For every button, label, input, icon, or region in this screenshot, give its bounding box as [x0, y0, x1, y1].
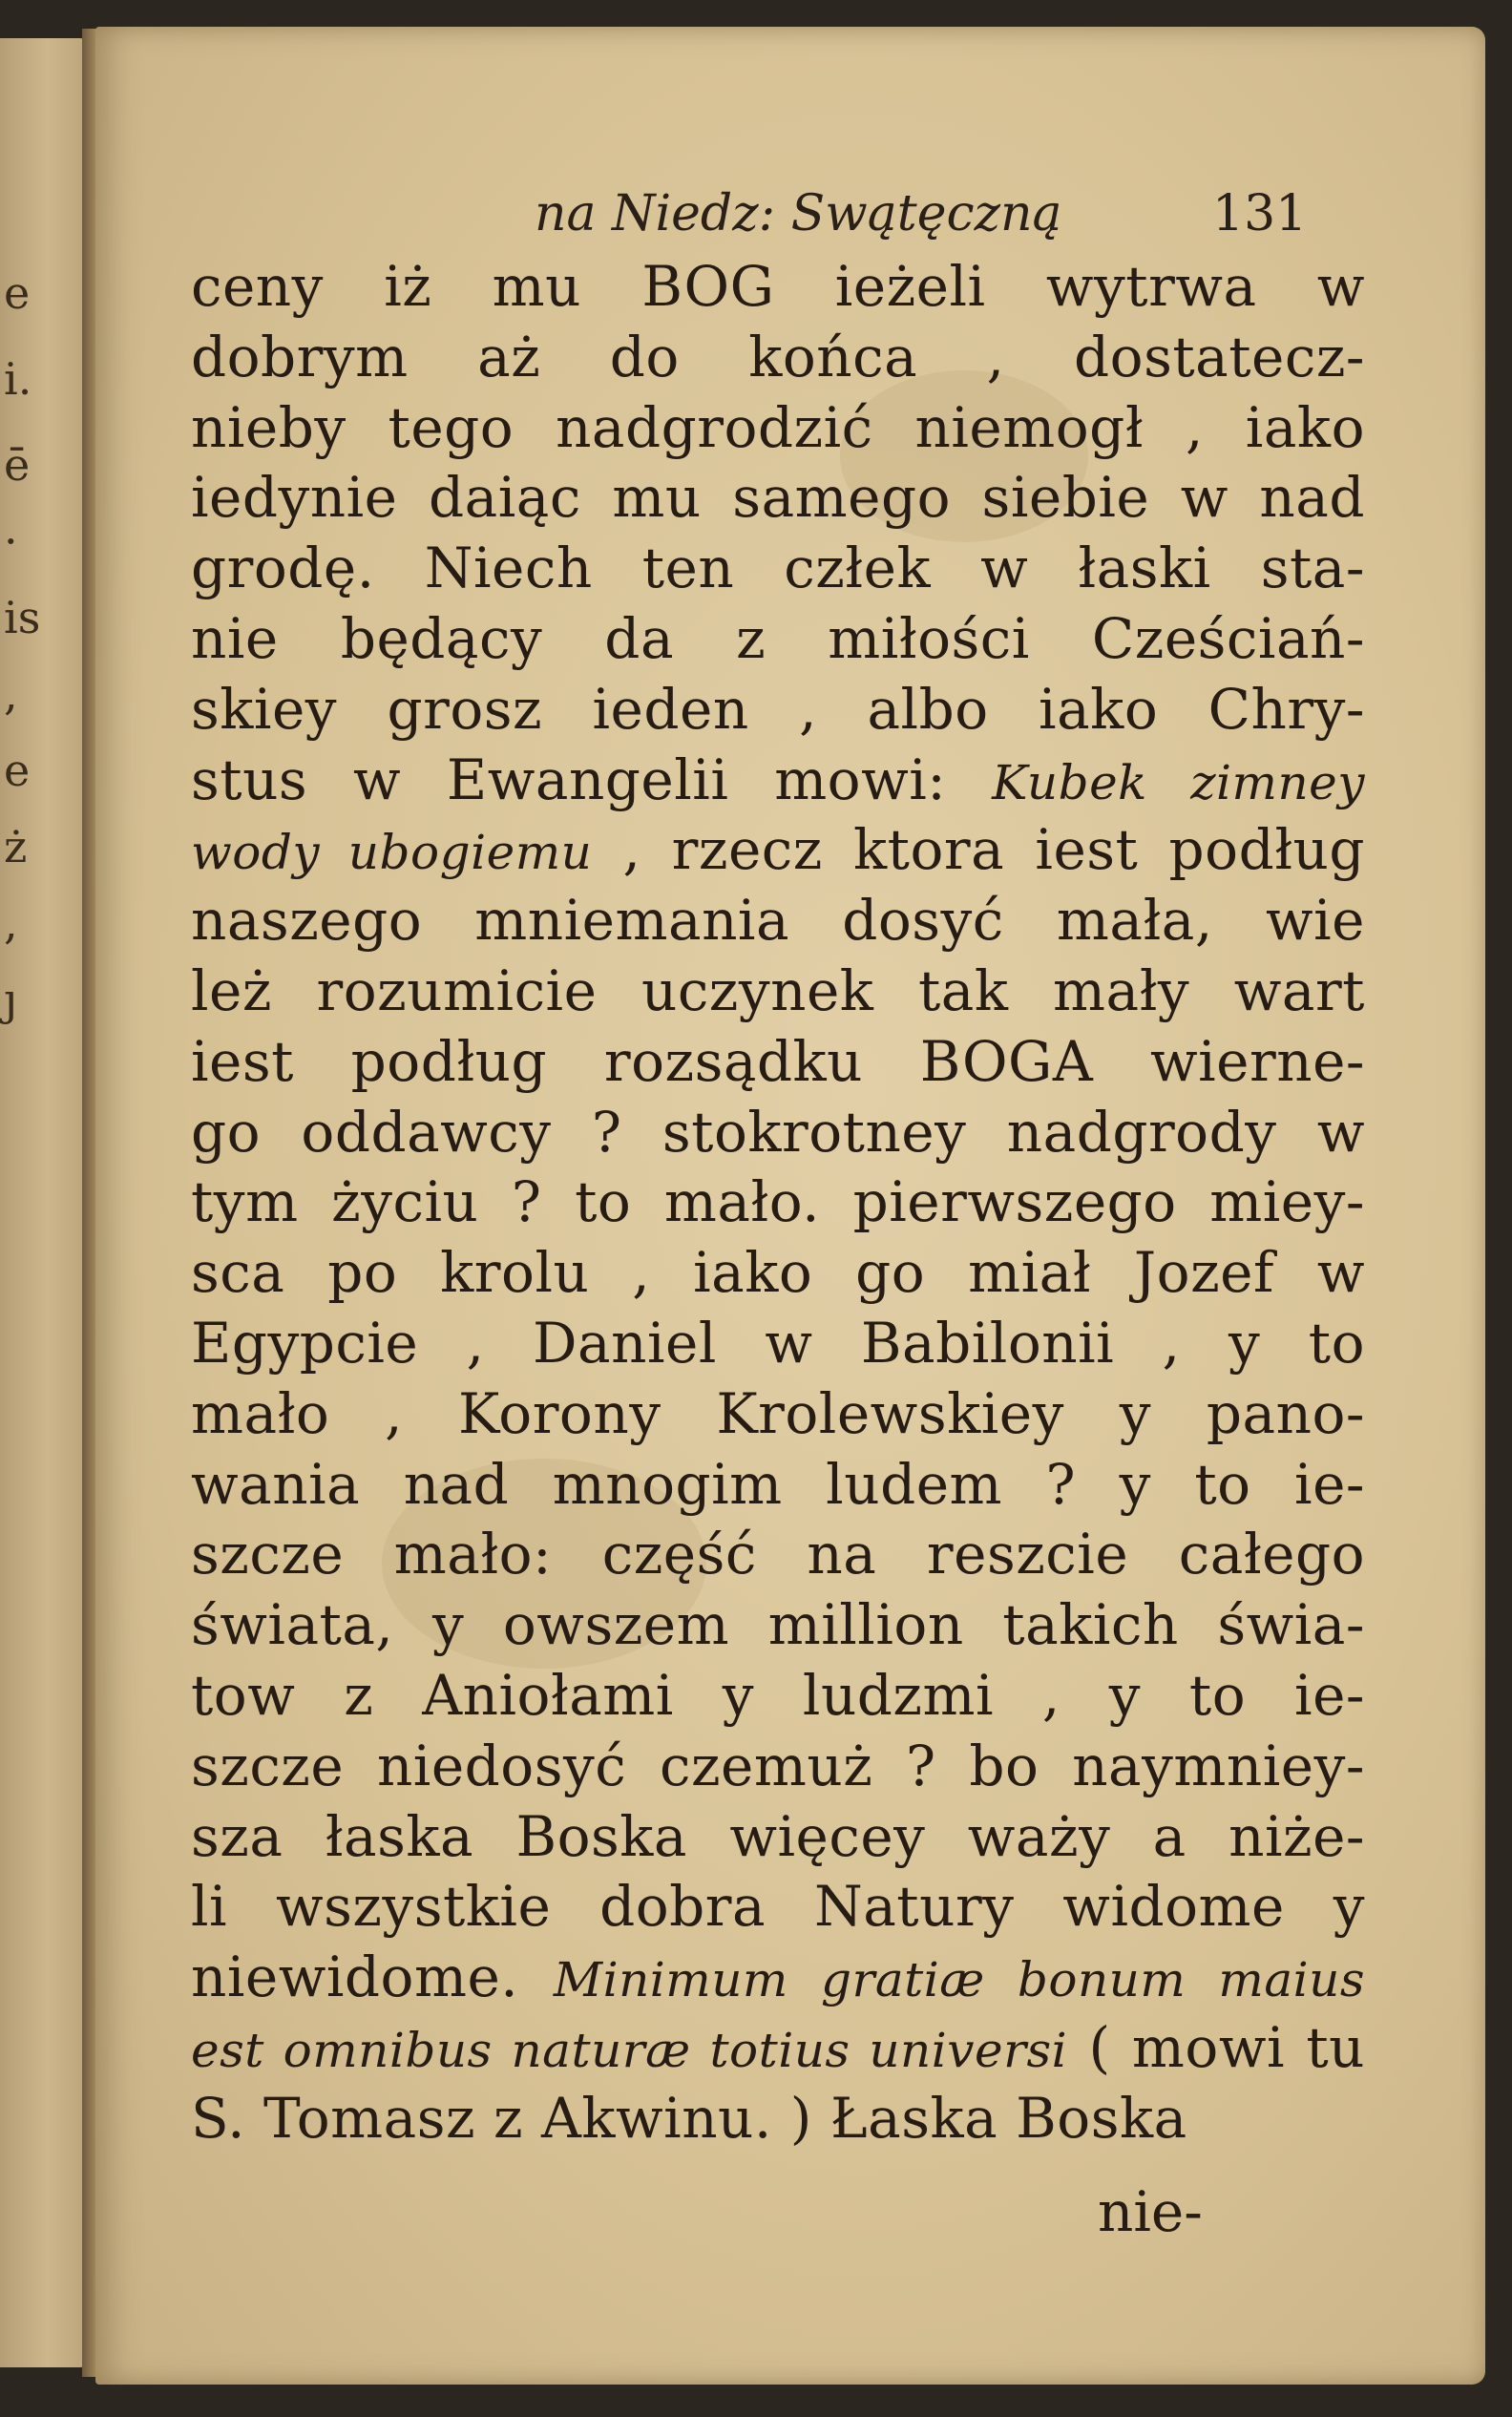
left-page-fragment: is	[4, 592, 41, 643]
text-line	[191, 252, 1365, 323]
text-segment: leż rozumicie uczynek tak mały wart	[191, 957, 1365, 1023]
text-line	[191, 1802, 1365, 1873]
page-number: 131	[1212, 185, 1308, 242]
text-segment: S. Tomasz z Akwinu. ) Łaska Boska	[191, 2085, 1187, 2151]
text-segment: li wszystkie dobra Natury widome y	[191, 1874, 1365, 1940]
text-segment: sza łaska Boska więcey waży a niże-	[191, 1803, 1365, 1869]
running-title: na Niedz: Swątęczną	[535, 185, 1062, 242]
text-segment: nie będący da z miłości Cześciań-	[191, 605, 1365, 671]
text-segment: sca po krolu , iako go miał Jozef w	[191, 1240, 1365, 1306]
text-line	[191, 1098, 1365, 1168]
left-page-edge	[0, 38, 86, 2367]
text-segment: szcze mało: część na reszcie całego	[191, 1522, 1365, 1587]
text-line	[191, 886, 1365, 956]
text-segment: stus w Ewangelii mowi:	[191, 746, 993, 812]
text-line	[191, 604, 1365, 675]
left-page-fragment: i.	[4, 353, 32, 405]
left-page-fragment: e	[4, 745, 31, 796]
text-segment: grodę. Niech ten człek w łaski sta-	[191, 536, 1365, 601]
italic-text: wody ubogiemu	[191, 825, 593, 881]
text-line	[191, 534, 1365, 604]
book-page	[95, 27, 1485, 2385]
text-segment: szcze niedosyć czemuż ? bo naymniey-	[191, 1733, 1365, 1798]
text-segment: dobrym aż do końca , dostatecz-	[191, 324, 1365, 389]
text-line	[191, 1872, 1365, 1943]
text-segment: iest podług rozsądku BOGA wierne-	[191, 1028, 1365, 1094]
text-line	[191, 1943, 1365, 2013]
text-line	[191, 1590, 1365, 1661]
text-segment: nieby tego nadgrodzić niemogł , iako	[191, 394, 1365, 460]
catchword: nie-	[1098, 2179, 1203, 2244]
italic-text: Minimum gratiæ bonum maius	[553, 1952, 1365, 2008]
body-text	[191, 252, 1365, 2154]
left-page-fragment: ·	[4, 515, 18, 567]
text-line	[191, 956, 1365, 1027]
left-page-fragment: ȷ	[4, 974, 18, 1025]
text-segment: skiey grosz ieden , albo iako Chry-	[191, 676, 1365, 742]
text-segment: go oddawcy ? stokrotney nadgrody w	[191, 1099, 1365, 1165]
text-line	[191, 1027, 1365, 1098]
text-line	[191, 815, 1365, 886]
text-segment: wania nad mnogim ludem ? y to ie-	[191, 1451, 1365, 1517]
text-line	[191, 746, 1365, 816]
text-line	[191, 1167, 1365, 1238]
text-segment: tym życiu ? to mało. pierwszego miey-	[191, 1169, 1365, 1235]
text-line	[191, 2084, 1365, 2154]
left-page-fragment: e	[4, 267, 31, 319]
text-line	[191, 1520, 1365, 1590]
text-segment: ceny iż mu BOG ieżeli wytrwa w	[191, 254, 1365, 319]
text-segment: niewidome.	[191, 1944, 554, 2010]
text-segment: mało , Korony Krolewskiey y pano-	[191, 1380, 1365, 1446]
text-line	[191, 675, 1365, 746]
italic-text: est omnibus naturæ totius universi	[191, 2022, 1068, 2078]
text-line	[191, 1732, 1365, 1802]
text-segment: iedynie daiąc mu samego siebie w nad	[191, 465, 1365, 531]
left-page-fragment: ē	[4, 439, 31, 491]
left-page-fragment: ż	[4, 821, 28, 872]
text-line	[191, 1238, 1365, 1309]
text-segment: świata, y owszem million takich świa-	[191, 1592, 1365, 1658]
text-segment: tow z Aniołami y ludzmi , y to ie-	[191, 1662, 1365, 1728]
text-line	[191, 393, 1365, 464]
text-segment: ( mowi tu	[1067, 2014, 1365, 2080]
text-segment: , rzecz ktora iest podług	[592, 817, 1365, 883]
text-line	[191, 1450, 1365, 1521]
text-line	[191, 1379, 1365, 1450]
italic-text: Kubek zimney	[992, 754, 1365, 810]
text-line	[191, 1661, 1365, 1732]
text-segment: Egypcie , Daniel w Babilonii , y to	[191, 1310, 1365, 1376]
text-line	[191, 1309, 1365, 1379]
text-line	[191, 2013, 1365, 2084]
text-line	[191, 323, 1365, 393]
running-head	[420, 185, 1308, 252]
left-page-fragment: ,	[4, 668, 18, 720]
text-line	[191, 463, 1365, 534]
left-page-fragment: ,	[4, 897, 18, 949]
text-segment: naszego mniemania dosyć mała, wie	[191, 888, 1365, 954]
